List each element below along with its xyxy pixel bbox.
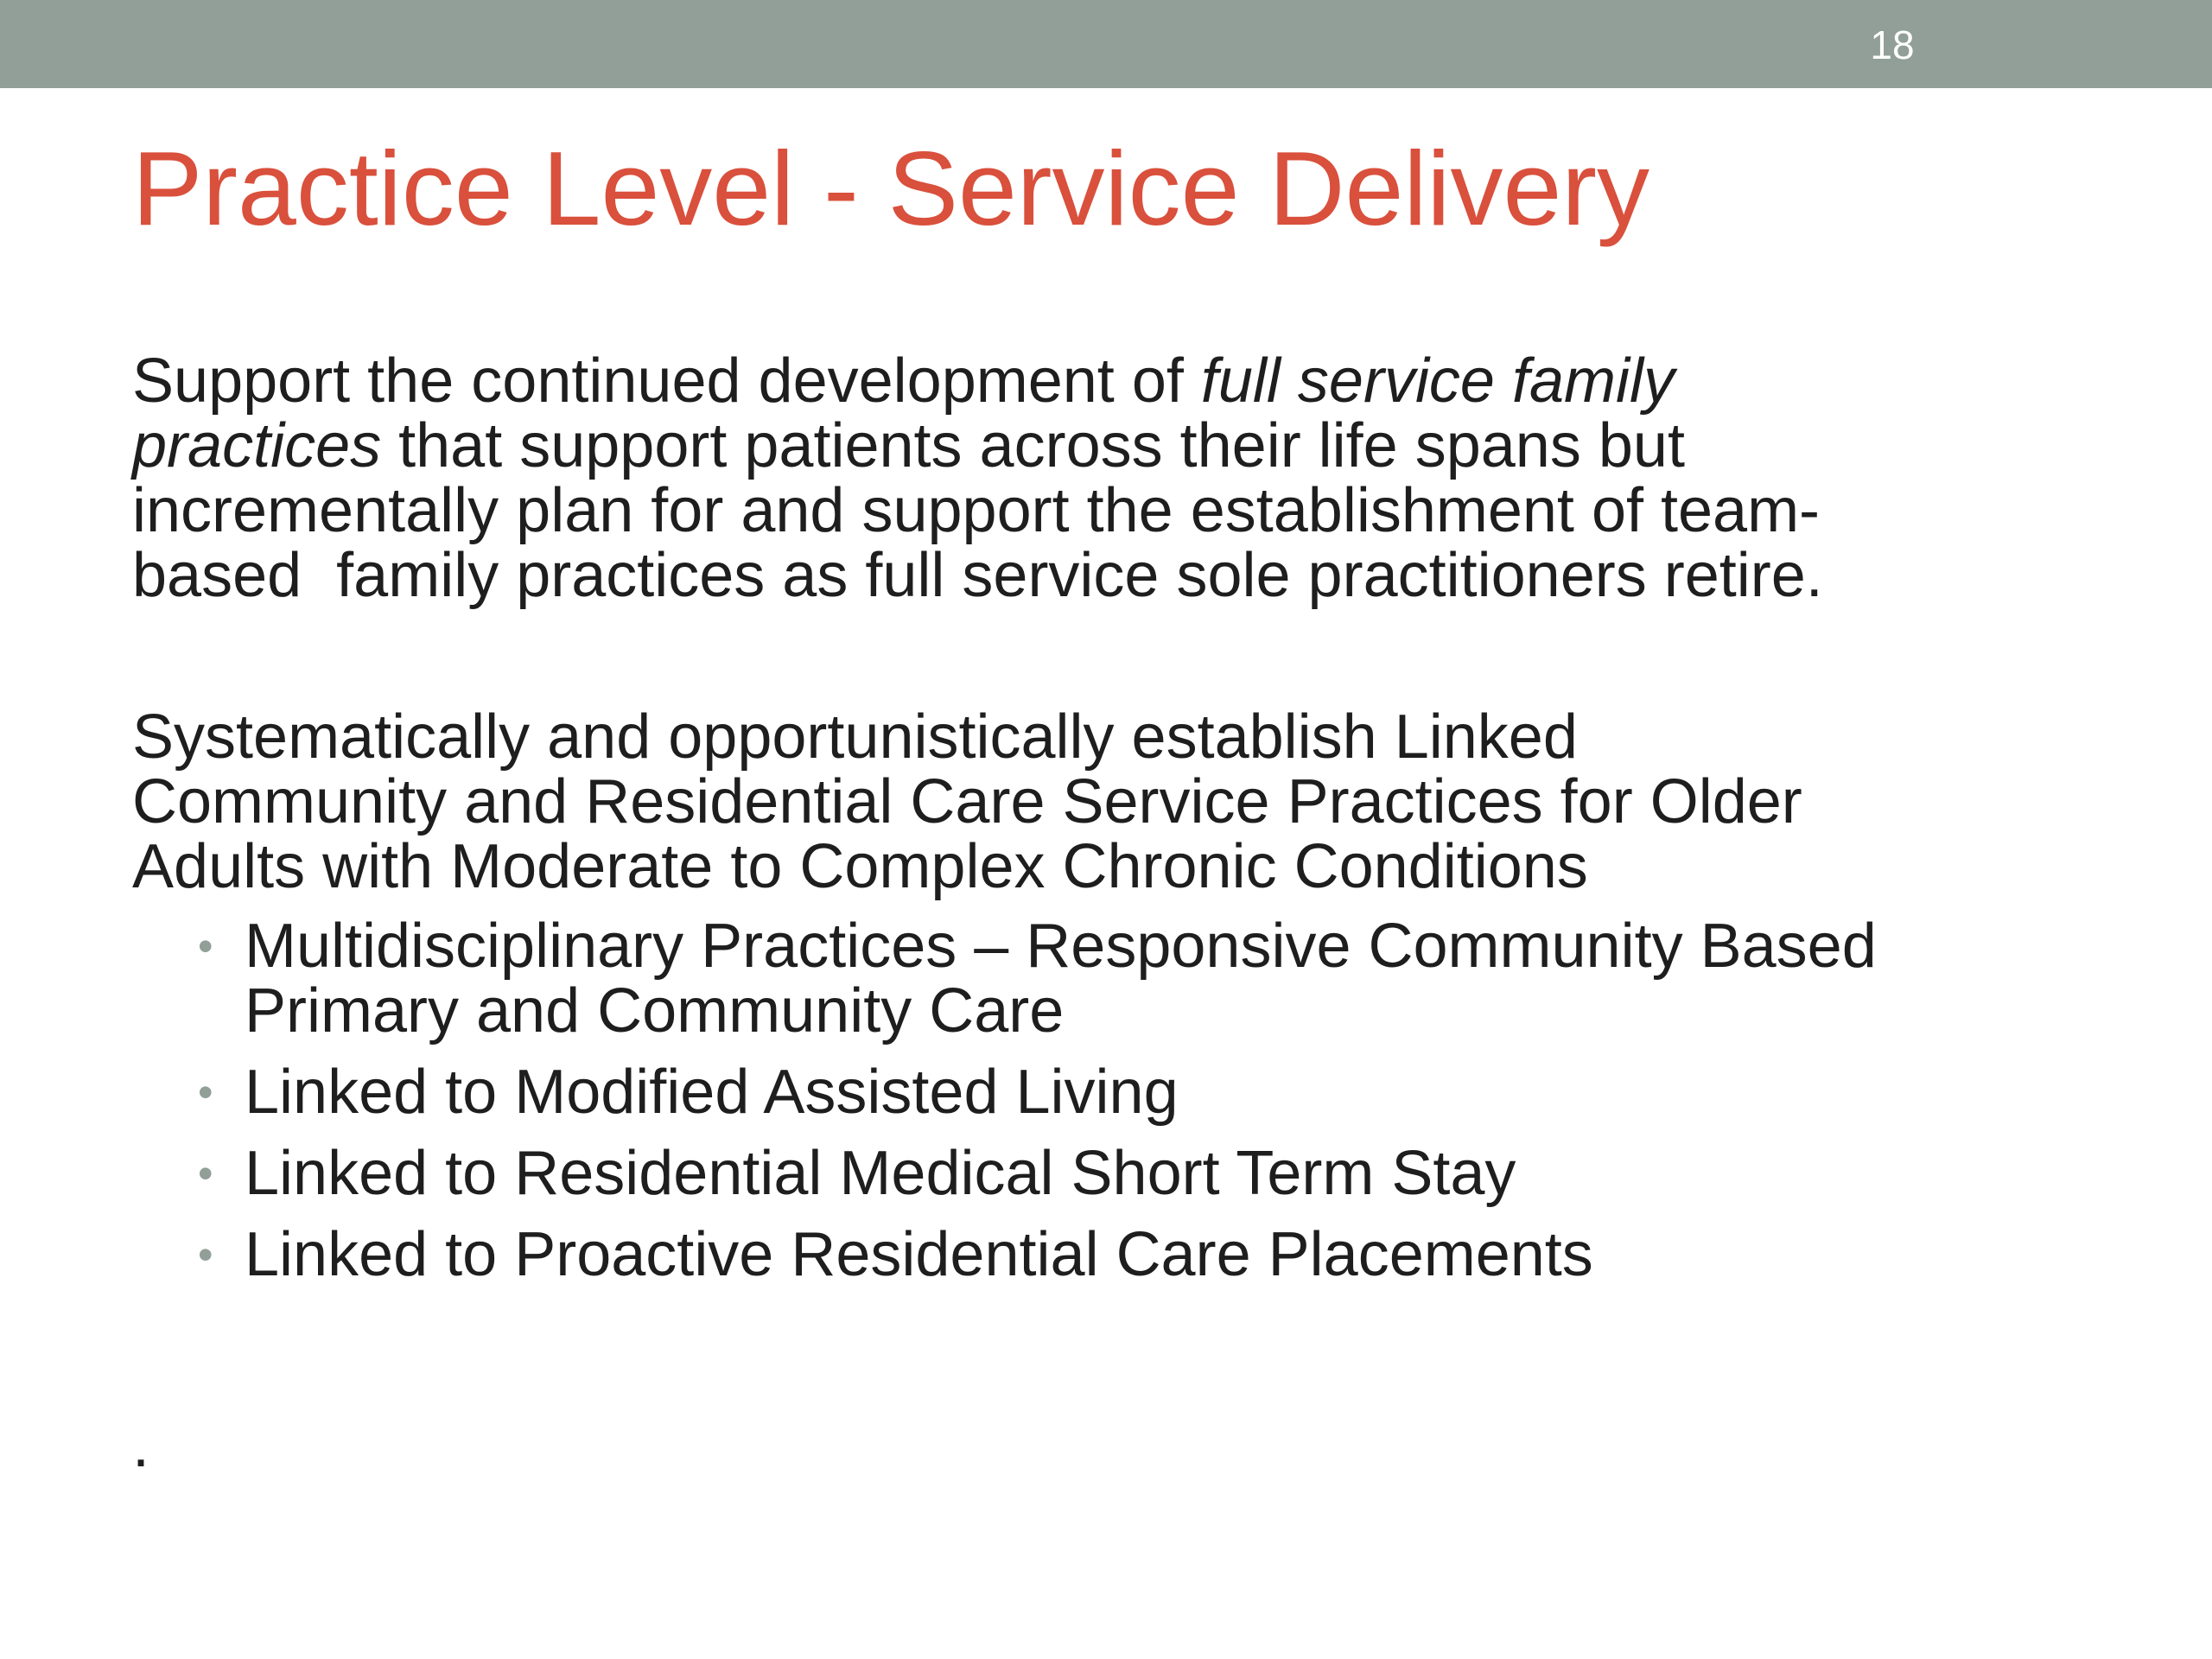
- slide-number: 18: [1870, 22, 1915, 67]
- paragraph-line: Systematically and opportunistically establish Linked: [132, 702, 1578, 772]
- bullet-text: Linked to Residential Medical Short Term Stay: [245, 1139, 1516, 1208]
- bullet-icon: •: [198, 1068, 213, 1116]
- bullet-item: [132, 1141, 2120, 1206]
- paragraph-line: [132, 346, 2120, 416]
- emphasized-text: practices: [132, 411, 382, 480]
- bullet-text: Multidisciplinary Practices – Responsive Community Based: [245, 912, 1877, 981]
- bullet-icon: •: [198, 922, 213, 970]
- paragraph-line: [132, 411, 2120, 480]
- bullet-item: [132, 914, 2120, 1044]
- paragraph-line: incrementally plan for and support the establishment of team-: [132, 476, 1821, 545]
- paragraph-line: Adults with Moderate to Complex Chronic Conditions: [132, 832, 1588, 901]
- emphasized-text: full service family: [1200, 346, 1675, 416]
- bullet-icon: •: [198, 1230, 213, 1279]
- trailing-period: .: [132, 1411, 150, 1480]
- paragraph-linked-care-practices: [132, 702, 2120, 901]
- bullet-list: [132, 914, 2120, 1304]
- paragraph-line: based family practices as full service sole practitioners retire.: [132, 541, 1823, 610]
- paragraph-text: that support patients across their life spans but: [381, 411, 1685, 480]
- slide-title: Practice Level - Service Delivery: [132, 130, 1650, 247]
- bullet-text: Linked to Proactive Residential Care Placements: [245, 1220, 1593, 1289]
- slide-header-bar: [0, 0, 2212, 88]
- paragraph-text: Support the continued development of: [132, 346, 1201, 416]
- paragraph-full-service-practices: [132, 346, 2120, 610]
- bullet-item: [132, 1060, 2120, 1125]
- bullet-text: Primary and Community Care: [245, 976, 1065, 1046]
- bullet-text: Linked to Modified Assisted Living: [245, 1058, 1179, 1127]
- bullet-icon: •: [198, 1149, 213, 1198]
- paragraph-line: Community and Residential Care Service Practices for Older: [132, 767, 1802, 836]
- bullet-item: [132, 1220, 2120, 1289]
